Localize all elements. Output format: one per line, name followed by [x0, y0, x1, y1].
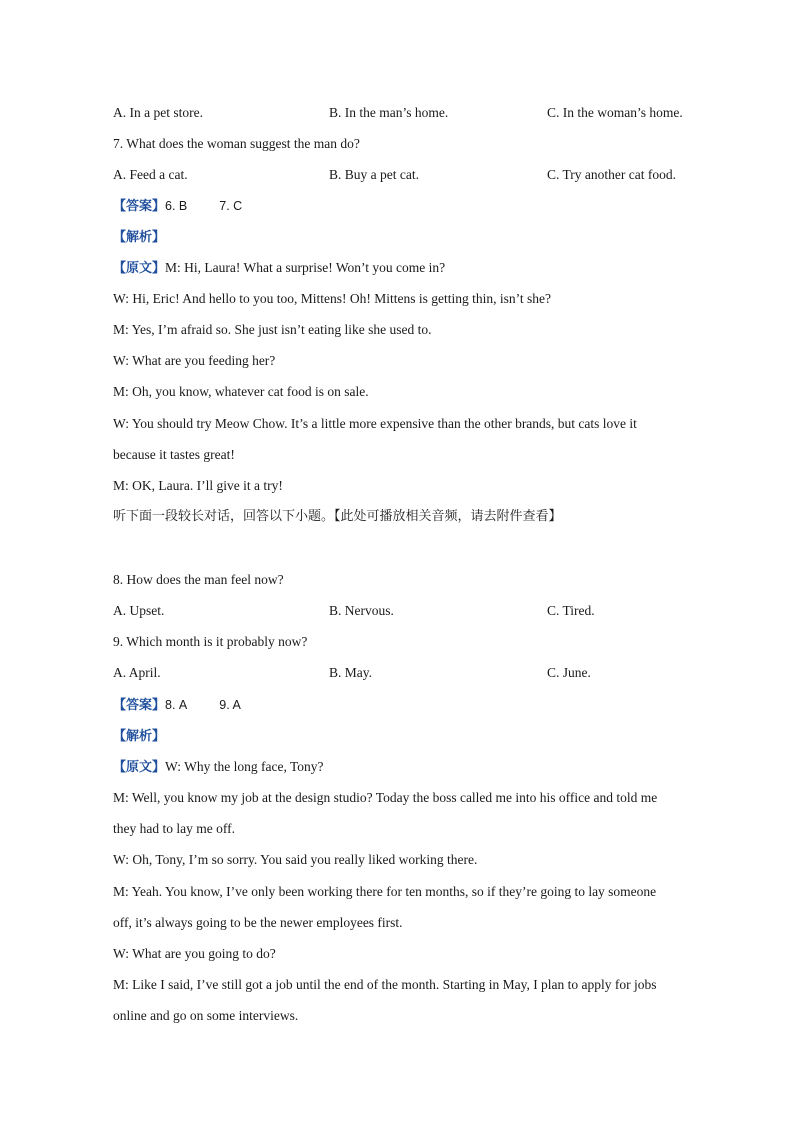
transcript-line: W: What are you going to do? [113, 946, 276, 961]
transcript-line: M: OK, Laura. I’ll give it a try! [113, 478, 283, 493]
q7-option-a: A. Feed a cat. [113, 167, 188, 182]
analysis-heading-2 [113, 727, 165, 746]
transcript-line: W: Oh, Tony, I’m so sorry. You said you really liked working there. [113, 852, 478, 867]
q9-option-b: B. May. [329, 665, 372, 680]
transcript-text: W: Why the long face, Tony? [165, 759, 324, 774]
transcript-line: W: You should try Meow Chow. It’s a little more expensive than the other brands, but cats love it [113, 416, 637, 431]
q7-option-b: B. Buy a pet cat. [329, 167, 419, 182]
transcript-line [113, 758, 324, 777]
transcript-line: M: Well, you know my job at the design studio? Today the boss called me into his office and told me [113, 790, 658, 805]
listening-instruction: 听下面一段较长对话，回答以下小题。【此处可播放相关音频，请去附件查看】 [113, 509, 562, 524]
answer-line-1 [113, 197, 242, 216]
transcript-text: M: Hi, Laura! What a surprise! Won’t you come in? [165, 260, 446, 275]
answer-8: 8. A [165, 698, 188, 712]
transcript-line: off, it’s always going to be the newer employees first. [113, 915, 403, 930]
q9-option-a: A. April. [113, 665, 161, 680]
q8-option-a: A. Upset. [113, 603, 165, 618]
transcript-tag: 【原文】 [113, 760, 166, 775]
q9-option-c: C. June. [547, 665, 591, 680]
transcript-line: M: Like I said, I’ve still got a job until the end of the month. Starting in May, I plan to apply for jobs [113, 977, 657, 992]
answer-line-2 [113, 696, 241, 715]
q8-question: 8. How does the man feel now? [113, 572, 284, 587]
transcript-line: M: Yeah. You know, I’ve only been working there for ten months, so if they’re going to lay someone [113, 884, 657, 899]
transcript-line: M: Oh, you know, whatever cat food is on sale. [113, 384, 369, 399]
analysis-tag: 【解析】 [113, 729, 166, 744]
transcript-line [113, 259, 445, 278]
transcript-line: W: Hi, Eric! And hello to you too, Mittens! Oh! Mittens is getting thin, isn’t she? [113, 291, 551, 306]
transcript-line: online and go on some interviews. [113, 1008, 299, 1023]
answer-6: 6. B [165, 199, 188, 213]
q7-question: 7. What does the woman suggest the man do? [113, 136, 360, 151]
answer-7: 7. C [219, 199, 243, 213]
q8-option-b: B. Nervous. [329, 603, 394, 618]
transcript-line: W: What are you feeding her? [113, 353, 276, 368]
transcript-line: because it tastes great! [113, 447, 235, 462]
q6-option-a: A. In a pet store. [113, 105, 203, 120]
analysis-heading-1 [113, 228, 165, 247]
transcript-tag: 【原文】 [113, 261, 166, 276]
q9-question: 9. Which month is it probably now? [113, 634, 308, 649]
q6-option-c: C. In the woman’s home. [547, 105, 683, 120]
q8-option-c: C. Tired. [547, 603, 595, 618]
transcript-line: M: Yes, I’m afraid so. She just isn’t eating like she used to. [113, 322, 432, 337]
q7-option-c: C. Try another cat food. [547, 167, 676, 182]
answer-tag: 【答案】 [113, 199, 166, 214]
transcript-line: they had to lay me off. [113, 821, 235, 836]
answer-9: 9. A [219, 698, 241, 712]
q6-option-b: B. In the man’s home. [329, 105, 449, 120]
answer-tag: 【答案】 [113, 698, 166, 713]
analysis-tag: 【解析】 [113, 230, 166, 245]
